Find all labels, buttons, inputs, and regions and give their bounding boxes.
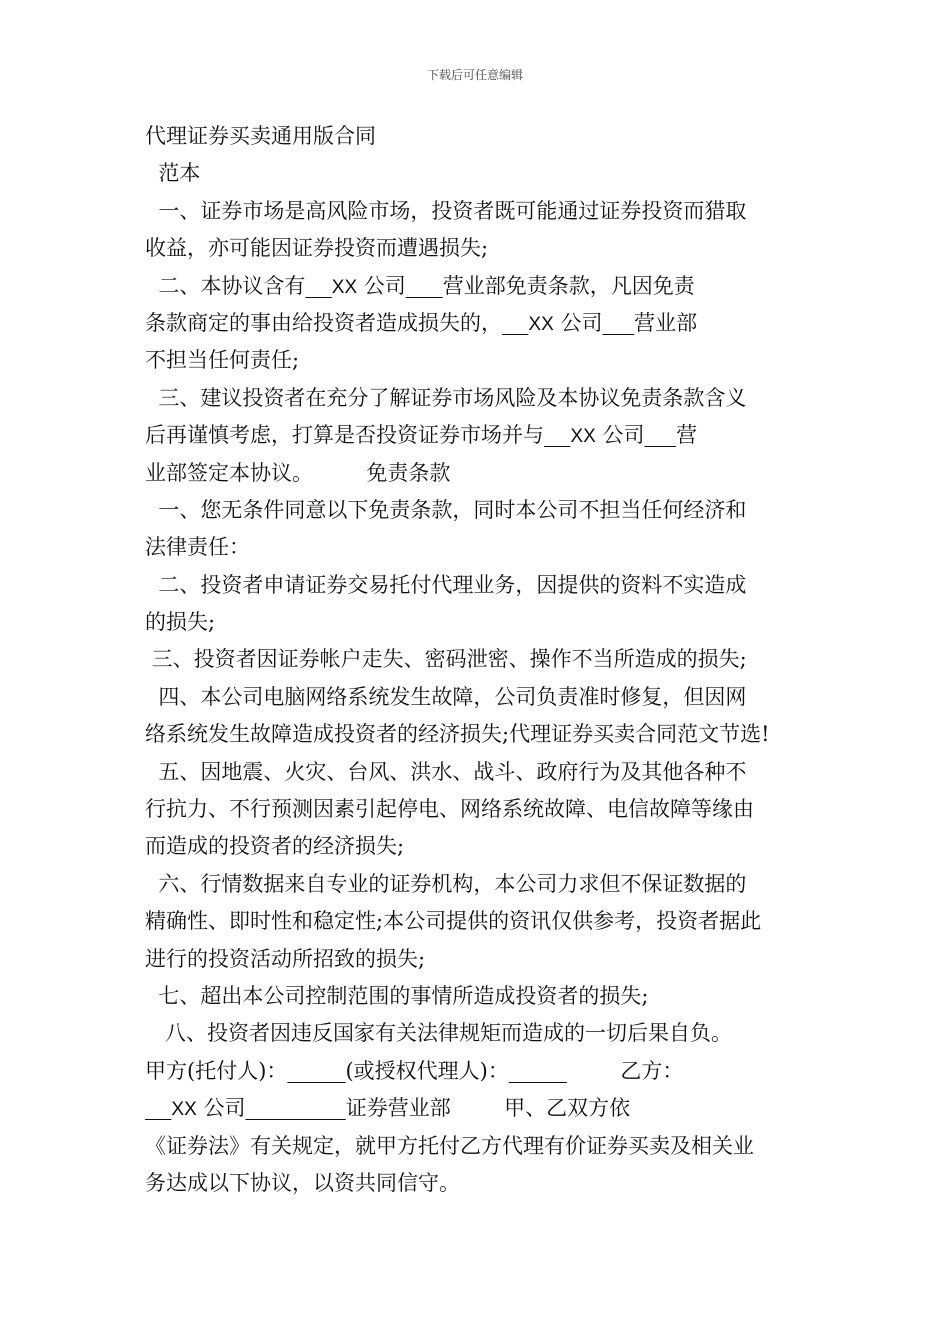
paragraph-line: 法律责任： [145,535,250,560]
signature-line: XX 公司 证券营业部 甲、乙双方依 [145,1090,810,1127]
paragraph-line: 四、本公司电脑网络系统发生故障，公司负责准时修复，但因网 [145,684,747,709]
paragraph-line: 八、投资者因违反国家有关法律规矩而造成的一切后果自负。 [145,1021,733,1046]
paragraph-line: 收益，亦可能因证券投资而遭遇损失; [145,236,489,261]
paragraph-line: 的损失; [145,610,216,635]
paragraph-line: 行抗力、不行预测因素引起停电、网络系统故障、电信故障等缘由 [145,797,754,822]
blank-field [502,314,528,335]
paragraph-line: 络系统发生故障造成投资者的经济损失;代理证券买卖合同范文节选! [145,722,770,747]
paragraph-line: 三、建议投资者在充分了解证券市场风险及本协议免责条款含义 [145,385,747,410]
paragraph-line: 五、因地震、火灾、台风、洪水、战斗、政府行为及其他各种不 [145,759,747,784]
paragraph-line: 后再谨慎考虑，打算是否投资证券市场并与 XX 公司 营 [145,423,698,448]
document-subtitle: 范本 [158,161,201,186]
blank-field [509,1062,567,1083]
blank-field [544,426,570,447]
paragraph-line: 而造成的投资者的经济损失; [145,834,405,859]
paragraph-line: 务达成以下协议，以资共同信守。 [145,1170,460,1195]
paragraph-line: 《证券法》有关规定，就甲方托付乙方代理有价证券买卖及相关业 [145,1133,754,1158]
paragraph-line: 二、本协议含有 XX 公司 营业部免责条款，凡因免责 [145,273,695,298]
paragraph-line: 不担当任何责任; [145,348,300,373]
page-header: 下载后可任意编辑 [426,68,523,82]
paragraph-line: 三、投资者因证券帐户走失、密码泄密、操作不当所造成的损失; [145,647,747,672]
paragraph-line: 一、证券市场是高风险市场，投资者既可能通过证券投资而猎取 [145,198,747,223]
paragraph-line: 七、超出本公司控制范围的事情所造成投资者的损失; [145,983,649,1008]
paragraph-line: 精确性、即时性和稳定性;本公司提供的资讯仅供参考，投资者据此 [145,909,762,934]
paragraph-line: 条款商定的事由给投资者造成损失的， XX 公司 营业部 [145,310,698,335]
blank-field [145,1099,171,1120]
paragraph-line: 一、您无条件同意以下免责条款，同时本公司不担当任何经济和 [145,497,747,522]
paragraph-line: 业部签定本协议。 免责条款 [145,460,451,485]
document-body [145,118,810,1202]
paragraph-line: 六、行情数据来自专业的证券机构，本公司力求但不保证数据的 [145,871,747,896]
blank-field [644,426,676,447]
document-title: 代理证券买卖通用版合同 [145,124,376,148]
blank-field [287,1062,345,1083]
section-heading: 免责条款 [366,460,451,485]
blank-field [305,277,331,298]
paragraph-line: 二、投资者申请证券交易托付代理业务，因提供的资料不实造成 [145,572,747,597]
blank-field [602,314,634,335]
signature-line: 甲方(托付人)： (或授权代理人)： 乙方： [145,1058,684,1083]
blank-field [406,277,443,298]
paragraph-line: 进行的投资活动所招致的损失; [145,946,426,971]
blank-field [245,1099,345,1120]
